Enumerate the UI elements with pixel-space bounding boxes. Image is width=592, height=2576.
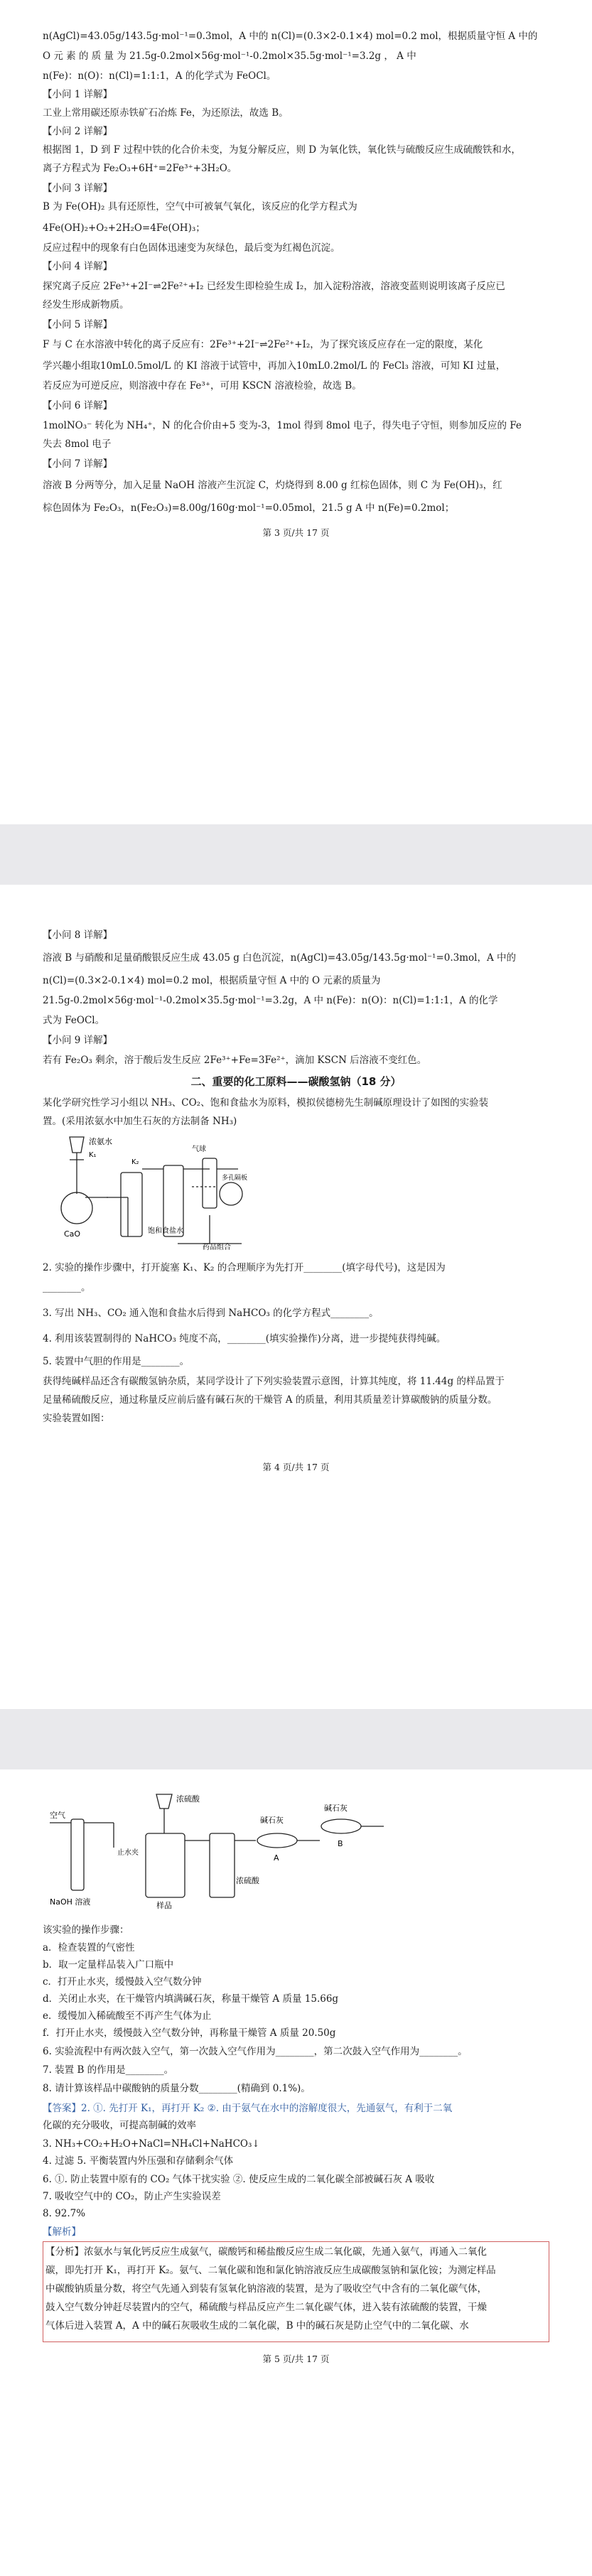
answer-line: 7. 吸收空气中的 CO₂，防止产生实验误差 [43, 2191, 221, 2202]
answer-line: 4. 过滤 5. 平衡装置内外压强和存储剩余气体 [43, 2155, 234, 2167]
question-4: 4. 利用该装置制得的 NaHCO₃ 纯度不高，________(填实验操作)分离，进一步提纯获得纯碱。 [43, 1333, 446, 1344]
analysis-line: 【分析】浓氨水与氧化钙反应生成氨气，碳酸钙和稀盐酸反应生成二氧化碳，先通入氨气，再通入二氧化 [45, 2246, 487, 2258]
page-5 [0, 1769, 592, 2576]
text-line: 若反应为可逆反应，则溶液中存在 Fe³⁺，可用 KSCN 溶液检验，故选 B。 [43, 380, 362, 392]
text-line: 若有 Fe₂O₃ 剩余，溶于酸后发生反应 2Fe³⁺+Fe=3Fe²⁺，滴加 KSCN 后溶液不变红色。 [43, 1055, 427, 1066]
page-3 [0, 0, 592, 824]
text-line: 根据图 1，D 到 F 过程中铁的化合价未变，为复分解反应，则 D 为氧化铁，氧化铁与硫酸反应生成硫酸铁和水， [43, 144, 521, 156]
analysis-line: 气体后进入装置 A，A 中的碱石灰吸收生成的二氧化碳，B 中的碱石灰是防止空气中的二氧化碳、水 [45, 2320, 469, 2332]
diagram-label: 饱和食盐水 [148, 1227, 183, 1235]
answer-line: 化碳的充分吸收，可提高制碱的效率 [43, 2120, 196, 2131]
text-line: 棕色固体为 Fe₂O₃，n(Fe₂O₃)=8.00g/160g·mol⁻¹=0.05mol，21.5 g A 中 n(Fe)=0.2mol； [43, 502, 455, 514]
text-line: 式为 FeOCl。 [43, 1015, 105, 1026]
step-f: f．打开止水夹，缓慢鼓入空气数分钟，再称量干燥管 A 质量 20.50g [43, 2027, 336, 2039]
text-line: 溶液 B 与硝酸和足量硝酸银反应生成 43.05 g 白色沉淀，n(AgCl)=43.05g/143.5g·mol⁻¹=0.3mol，A 中的 [43, 952, 517, 964]
text-line: 获得纯碱样品还含有碳酸氢钠杂质，某同学设计了下列实验装置示意图，计算其纯度，将 11.44g 的样品置于 [43, 1376, 505, 1387]
page-footer: 第 4 页/共 17 页 [262, 1462, 330, 1472]
diagram-label: 药品组合 [203, 1244, 231, 1251]
diagram-label: B [338, 1839, 343, 1848]
section-label: 【小问 7 详解】 [43, 458, 113, 470]
diagram-label: 浓硫酸 [176, 1794, 200, 1804]
step-e: e．缓慢加入稀硫酸至不再产生气体为止 [43, 2010, 212, 2022]
section-heading: 二、重要的化工原料——碳酸氢钠（18 分） [190, 1075, 402, 1088]
ammonia-apparatus-diagram [57, 1130, 284, 1251]
analysis-line: 鼓入空气数分钟赶尽装置内的空气，稀硫酸与样品反应产生二氧化碳气体，进入装有浓硫酸的装置，干燥 [45, 2302, 487, 2313]
analysis-line: 中碳酸钠质量分数，将空气先通入到装有氢氧化钠溶液的装置，是为了吸收空气中含有的二氧化碳气体， [45, 2283, 487, 2295]
diagram-label: 气球 [192, 1146, 206, 1153]
answer-line: 【答案】2. ①. 先打开 K₁，再打开 K₂ ②. 由于氨气在水中的溶解度很大，先通氨气，有利于二氧 [43, 2103, 453, 2114]
text-line: 学兴趣小组取10mL0.5mol/L 的 KI 溶液于试管中，再加入10mL0.2mol/L 的 FeCl₃ 溶液，可知 KI 过量， [43, 360, 506, 372]
text-line: 溶液 B 分两等分，加入足量 NaOH 溶液产生沉淀 C，灼烧得到 8.00 g 红棕色固体，则 C 为 Fe(OH)₃，红 [43, 480, 502, 491]
text-line: n(Cl)=(0.3×2-0.1×4) mol=0.2 mol，根据质量守恒 A 中的 O 元素的质量为 [43, 975, 381, 986]
question-8: 8. 请计算该样品中碳酸钠的质量分数________(精确到 0.1%)。 [43, 2083, 311, 2094]
page-footer: 第 5 页/共 17 页 [262, 2354, 330, 2364]
section-label: 【小问 2 详解】 [43, 126, 113, 137]
page-4 [0, 885, 592, 1709]
section-label: 【小问 9 详解】 [43, 1035, 113, 1046]
question-3: 3. 写出 NH₃、CO₂ 通入饱和食盐水后得到 NaHCO₃ 的化学方程式________。 [43, 1308, 379, 1319]
diagram-label: 浓氨水 [89, 1137, 112, 1146]
text-line: O 元 素 的 质 量 为 21.5g-0.2mol×56g·mol⁻¹-0.2mol×35.5g·mol⁻¹=3.2g ， A 中 [43, 50, 416, 62]
diagram-label: K₂ [131, 1158, 139, 1166]
analysis-label: 【解析】 [43, 2226, 81, 2238]
diagram-label: 空气 [50, 1811, 65, 1820]
diagram-label: 多孔隔板 [222, 1175, 248, 1182]
section-label: 【小问 1 详解】 [43, 89, 113, 100]
step-b: b．取一定量样品装入广口瓶中 [43, 1959, 174, 1971]
section-label: 【小问 5 详解】 [43, 319, 113, 330]
answer-line: 8. 92.7% [43, 2208, 86, 2219]
text-line: n(Fe)：n(O)：n(Cl)=1:1:1，A 的化学式为 FeOCl。 [43, 70, 276, 82]
section-label: 【小问 6 详解】 [43, 400, 113, 411]
diagram-label: K₁ [89, 1151, 97, 1159]
text-line: 工业上常用碳还原赤铁矿石冶炼 Fe，为还原法，故选 B。 [43, 107, 289, 119]
text-line: 反应过程中的现象有白色固体迅速变为灰绿色，最后变为红褐色沉淀。 [43, 242, 340, 254]
text-line: 实验装置如图： [43, 1413, 110, 1424]
diagram-label: 止水夹 [117, 1849, 139, 1857]
question-6: 6. 实验流程中有两次鼓入空气，第一次鼓入空气作用为________，第二次鼓入空气作用为________。 [43, 2046, 468, 2057]
text-line: 4Fe(OH)₂+O₂+2H₂O=4Fe(OH)₃； [43, 222, 205, 234]
text-line: n(AgCl)=43.05g/143.5g·mol⁻¹=0.3mol，A 中的 n(Cl)=(0.3×2-0.1×4) mol=0.2 mol，根据质量守恒 A 中的 [43, 31, 538, 42]
diagram-label: CaO [64, 1229, 81, 1239]
answer-line: 6. ①. 防止装置中原有的 CO₂ 气体干扰实验 ②. 使反应生成的二氧化碳全部被碱石灰 A 吸收 [43, 2174, 435, 2185]
question-5: 5. 装置中气胆的作用是________。 [43, 1356, 190, 1367]
text-line: 21.5g-0.2mol×56g·mol⁻¹-0.2mol×35.5g·mol⁻¹=3.2g，A 中 n(Fe)：n(O)：n(Cl)=1:1:1，A 的化学 [43, 995, 498, 1006]
step-d: d．关闭止水夹，在干燥管内填满碱石灰，称量干燥管 A 质量 15.66g [43, 1993, 339, 2005]
text-line: 离子方程式为 Fe₂O₃+6H⁺=2Fe³⁺+3H₂O。 [43, 163, 237, 174]
answer-line: 3. NH₃+CO₂+H₂O+NaCl=NH₄Cl+NaHCO₃↓ [43, 2138, 260, 2150]
text-line: 探究离子反应 2Fe³⁺+2I⁻⇌2Fe²⁺+I₂ 已经发生即检验生成 I₂，加入淀粉溶液，溶液变蓝则说明该离子反应已 [43, 281, 505, 292]
question-2: 2. 实验的操作步骤中，打开旋塞 K₁、K₂ 的合理顺序为先打开________(填字母代号)，这是因为 [43, 1262, 446, 1273]
diagram-label: 浓硫酸 [236, 1876, 259, 1885]
text-line: 置。(采用浓氨水中加生石灰的方法制备 NH₃) [43, 1116, 237, 1127]
section-label: 【小问 4 详解】 [43, 261, 113, 272]
text-line: 经发生形成新物质。 [43, 299, 129, 311]
diagram-label: 碱石灰 [260, 1816, 284, 1825]
text-line: 失去 8mol 电子 [43, 438, 112, 450]
text-line: 该实验的操作步骤： [43, 1924, 129, 1936]
section-label: 【小问 3 详解】 [43, 183, 113, 194]
step-a: a．检查装置的气密性 [43, 1942, 135, 1953]
section-label: 【小问 8 详解】 [43, 929, 113, 941]
step-c: c．打开止水夹，缓慢鼓入空气数分钟 [43, 1976, 202, 1988]
diagram-label: 碱石灰 [324, 1804, 348, 1813]
purity-apparatus-diagram [50, 1791, 405, 1912]
diagram-label: NaOH 溶液 [50, 1897, 91, 1907]
analysis-line: 碳，即先打开 K₁，再打开 K₂。氨气、二氧化碳和饱和氯化钠溶液反应生成碳酸氢钠和氯化铵；为测定样品 [45, 2265, 496, 2276]
diagram-label: A [274, 1853, 279, 1863]
question-7: 7. 装置 B 的作用是________。 [43, 2064, 174, 2076]
text-line: 足量稀硫酸反应，通过称量反应前后盛有碱石灰的干燥管 A 的质量，利用其质量差计算碳酸钠的质量分数。 [43, 1394, 497, 1406]
text-line: 某化学研究性学习小组以 NH₃、CO₂、饱和食盐水为原料，模拟侯德榜先生制碱原理设计了如图的实验装 [43, 1097, 489, 1109]
question-2-cont: ________。 [43, 1282, 91, 1293]
page-footer: 第 3 页/共 17 页 [262, 527, 330, 538]
text-line: 1molNO₃⁻ 转化为 NH₄⁺，N 的化合价由+5 变为-3，1mol 得到 8mol 电子，得失电子守恒，则参加反应的 Fe [43, 420, 522, 431]
text-line: F 与 C 在水溶液中转化的离子反应有：2Fe³⁺+2I⁻⇌2Fe²⁺+I₂，为了探究该反应存在一定的限度，某化 [43, 339, 483, 350]
text-line: B 为 Fe(OH)₂ 具有还原性，空气中可被氧气氧化，该反应的化学方程式为 [43, 201, 357, 212]
diagram-label: 样品 [156, 1901, 172, 1910]
